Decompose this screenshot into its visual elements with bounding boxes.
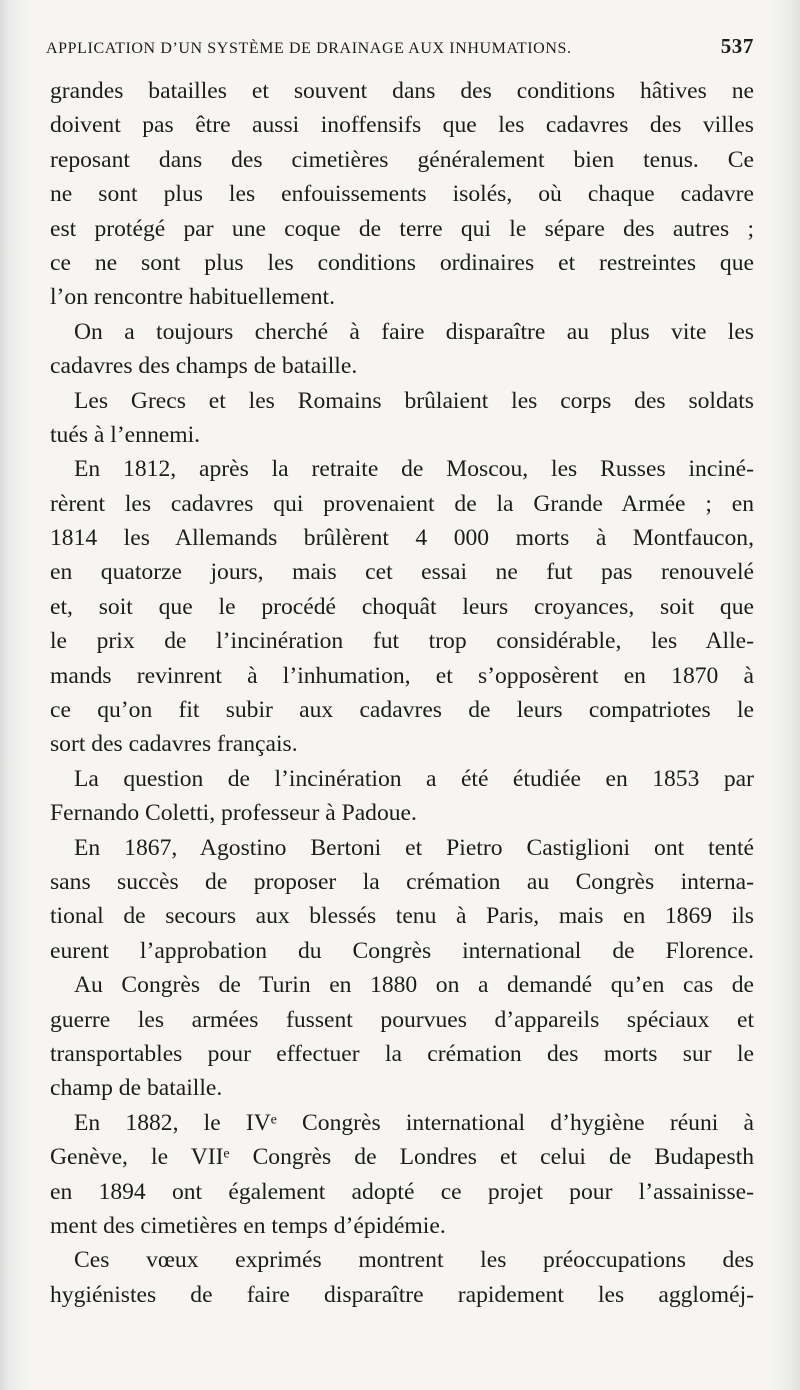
text-line: sort des cadavres français. bbox=[50, 731, 298, 758]
text-line: En 1812, après la retraite de Moscou, les Russes inciné- bbox=[74, 456, 754, 483]
text-line: Genève, le VIIᵉ Congrès de Londres et celui de Budapesth bbox=[50, 1144, 754, 1171]
text-line: ce ne sont plus les conditions ordinaires et restreintes que bbox=[50, 249, 754, 276]
page-number: 537 bbox=[720, 34, 754, 58]
text-line: En 1882, le IVᵉ Congrès international d’hygiène réuni à bbox=[74, 1109, 754, 1136]
text-line: mands revinrent à l’inhumation, et s’opposèrent en 1870 à bbox=[50, 662, 754, 689]
running-head: APPLICATION D’UN SYSTÈME DE DRAINAGE AUX INHUMATIONS. bbox=[46, 40, 572, 57]
text-line: le prix de l’incinération fut trop considérable, les Alle- bbox=[50, 628, 754, 655]
text-line: et, soit que le procédé choquât leurs croyances, soit que bbox=[50, 593, 754, 620]
text-line: transportables pour effectuer la crémation des morts sur le bbox=[50, 1040, 754, 1067]
text-line: reposant dans des cimetières généralement bien tenus. Ce bbox=[50, 146, 754, 173]
text-line: eurent l’approbation du Congrès international de Florence. bbox=[50, 937, 754, 964]
text-line: l’on rencontre habituellement. bbox=[50, 284, 335, 311]
text-line: en quatorze jours, mais cet essai ne fut pas renouvelé bbox=[50, 559, 754, 586]
text-line: ce qu’on fit subir aux cadavres de leurs compatriotes le bbox=[50, 697, 754, 724]
text-line: tués à l’ennemi. bbox=[50, 421, 201, 448]
text-line: grandes batailles et souvent dans des conditions hâtives ne bbox=[50, 78, 754, 104]
text-line: Les Grecs et les Romains brûlaient les corps des soldats bbox=[74, 387, 754, 414]
text-line: En 1867, Agostino Bertoni et Pietro Castiglioni ont tenté bbox=[74, 834, 754, 861]
text-line: tional de secours aux blessés tenu à Paris, mais en 1869 ils bbox=[50, 903, 754, 930]
text-line: guerre les armées fussent pourvues d’appareils spéciaux et bbox=[50, 1006, 754, 1033]
text-line: On a toujours cherché à faire disparaître au plus vite les bbox=[74, 318, 754, 345]
text-line: rèrent les cadavres qui provenaient de la Grande Armée ; en bbox=[50, 490, 754, 517]
text-line: Fernando Coletti, professeur à Padoue. bbox=[50, 800, 417, 827]
text-line: doivent pas être aussi inoffensifs que les cadavres des villes bbox=[50, 112, 754, 139]
text-line: ne sont plus les enfouissements isolés, où chaque cadavre bbox=[50, 181, 754, 208]
text-line: sans succès de proposer la crémation au Congrès interna- bbox=[50, 868, 754, 895]
text-line: ment des cimetières en temps d’épidémie. bbox=[50, 1212, 446, 1239]
text-line: hygiénistes de faire disparaître rapidement les aggloméj- bbox=[50, 1281, 754, 1308]
text-line: Ces vœux exprimés montrent les préoccupations des bbox=[74, 1247, 754, 1274]
text-line: champ de bataille. bbox=[50, 1075, 223, 1102]
text-line: Au Congrès de Turin en 1880 on a demandé qu’en cas de bbox=[74, 972, 754, 999]
text-line: est protégé par une coque de terre qui le sépare des autres ; bbox=[50, 215, 754, 242]
page-header bbox=[46, 34, 754, 64]
text-line: 1814 les Allemands brûlèrent 4 000 morts à Montfaucon, bbox=[50, 525, 754, 552]
text-line: La question de l’incinération a été étudiée en 1853 par bbox=[74, 765, 754, 792]
text-line: cadavres des champs de bataille. bbox=[50, 353, 358, 380]
body-text bbox=[50, 74, 754, 1312]
text-line: en 1894 ont également adopté ce projet pour l’assainisse- bbox=[50, 1178, 754, 1205]
